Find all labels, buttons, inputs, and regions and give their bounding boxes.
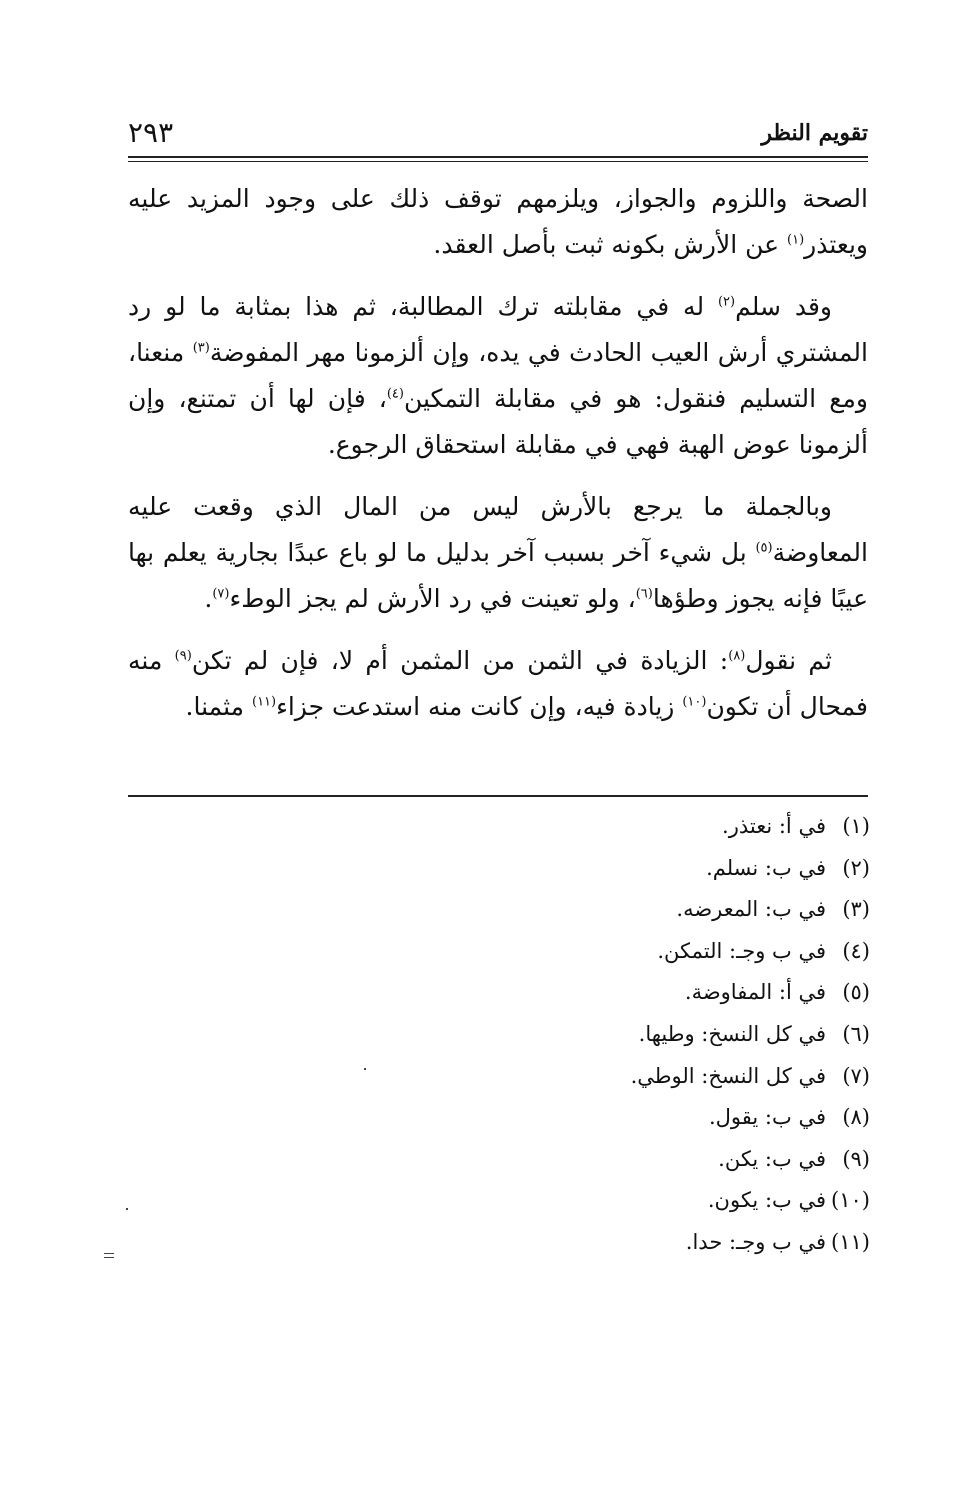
footnote-ref[interactable]: (٩) (174, 648, 192, 664)
footnote-text: في ب: نسلم. (706, 855, 826, 880)
footnote-number: (٦) (842, 1021, 870, 1046)
footnote-text: في أ: المفاوضة. (684, 980, 826, 1005)
footnote-text: في أ: نعتذر. (722, 814, 826, 838)
text-run: : الزيادة في الثمن من المثمن أم لا، فإن لم تكن (191, 646, 729, 675)
page-number: ٢٩٣ (128, 116, 174, 149)
paragraph (128, 484, 868, 622)
footnote-number: (٨) (842, 1105, 870, 1130)
footnote-number: (٧) (842, 1063, 870, 1088)
footnotes (270, 806, 870, 1264)
footnote-ref[interactable]: (٨) (728, 648, 746, 664)
footnote-text: في كل النسخ: وطيها. (638, 1021, 826, 1046)
footnote (270, 972, 870, 1014)
footnote-ref[interactable]: (١) (787, 232, 805, 248)
footnote (270, 806, 870, 848)
footnote-ref[interactable]: (١١) (251, 694, 277, 710)
text-run: . (204, 584, 213, 613)
footnote-number: (١١) (831, 1229, 870, 1254)
footnote-ref[interactable]: (٤) (386, 386, 404, 402)
scan-speck (126, 1208, 128, 1210)
text-run: منه فمحال أن تكون (128, 646, 868, 721)
paragraph (128, 638, 868, 730)
text-run: ، فإن لها أن تمتنع، وإن ألزمونا عوض الهبة فهي في مقابلة استحقاق الرجوع. (128, 384, 868, 459)
footnote (270, 1056, 870, 1098)
footnote (270, 1139, 870, 1181)
footnote-number: (٢) (842, 855, 870, 880)
footnote-ref[interactable]: (٣) (192, 340, 210, 356)
footnote (270, 1180, 870, 1222)
header-title: تقويم النظر (761, 120, 868, 146)
footnote-text: في كل النسخ: الوطي. (630, 1063, 826, 1088)
footnote-separator (128, 795, 868, 797)
footnote (270, 931, 870, 973)
footnote-ref[interactable]: (٢) (717, 294, 736, 310)
text-run: منعنا، ومع التسليم فنقول: هو في مقابلة التمكين (128, 338, 868, 413)
footnote-text: في ب وجـ: التمكن. (657, 938, 826, 963)
text-run: ، ولو تعينت في رد الأرش لم يجز الوطء (229, 584, 636, 613)
footnote-ref[interactable]: (١٠) (682, 694, 707, 710)
scan-speck (104, 1253, 114, 1254)
footnote-number: (٤) (842, 938, 870, 963)
text-run: ثم نقول (745, 646, 832, 675)
footnote (270, 848, 870, 890)
scan-speck (364, 1068, 366, 1070)
footnote-number: (٩) (842, 1146, 870, 1171)
footnote-text: في ب وجـ: حدا. (685, 1229, 826, 1254)
footnote-ref[interactable]: (٦) (635, 586, 653, 602)
paragraph (128, 284, 868, 468)
text-run: الصحة واللزوم والجواز، ويلزمهم توقف ذلك على وجود المزيد عليه ويعتذر (128, 184, 868, 259)
text-run: عن الأرش بكونه ثبت بأصل العقد. (433, 230, 788, 259)
footnote-number: (٥) (842, 980, 870, 1005)
footnote (270, 889, 870, 931)
header-rule (128, 156, 868, 162)
footnote-text: في ب: يكون. (707, 1188, 826, 1213)
footnote (270, 1222, 870, 1264)
text-run: وقد سلم (735, 292, 832, 321)
footnote-number: (١٠) (831, 1188, 870, 1213)
footnote (270, 1097, 870, 1139)
text-run: له في مقابلته ترك المطالبة، ثم هذا بمثابة ما لو رد المشتري أرش العيب الحادث في يده، وإن ألزمونا مهر المفوضة (128, 292, 868, 367)
text-run: بل شيء آخر بسبب آخر بدليل ما لو باع عبدًا بجارية يعلم بها عيبًا فإنه يجوز وطؤها (128, 538, 868, 613)
footnote-text: في ب: المعرضه. (676, 897, 826, 922)
footnote-ref[interactable]: (٧) (212, 586, 230, 602)
scan-speck (104, 1257, 114, 1258)
main-text (128, 176, 868, 746)
text-run: مثمنا. (185, 692, 252, 721)
footnote-text: في ب: يقول. (709, 1105, 826, 1130)
footnote-text: في ب: يكن. (718, 1146, 826, 1171)
footnote-ref[interactable]: (٥) (755, 540, 773, 556)
paragraph (128, 176, 868, 268)
footnote (270, 1014, 870, 1056)
footnote-number: (١) (842, 814, 870, 838)
footnote-number: (٣) (842, 897, 870, 922)
text-run: زيادة فيه، وإن كانت منه استدعت جزاء (276, 692, 683, 721)
running-header (128, 112, 868, 152)
text-run: وبالجملة ما يرجع بالأرش ليس من المال الذي وقعت عليه المعاوضة (128, 492, 868, 567)
